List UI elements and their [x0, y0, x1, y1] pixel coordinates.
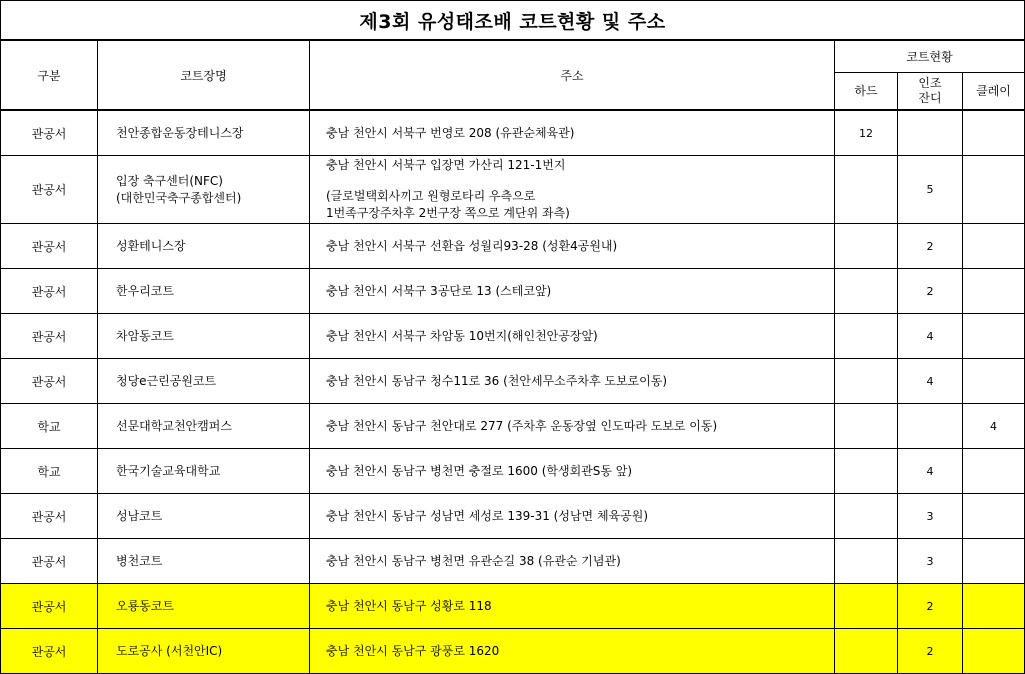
table-row [1, 269, 1025, 314]
cell-address: 충남 천안시 서북구 선환읍 성월리93-28 (성환4공원내) [310, 224, 835, 269]
table-row [1, 449, 1025, 494]
cell-court-name [98, 494, 310, 539]
cell-hard-count [835, 449, 898, 494]
cell-clay-count [963, 156, 1025, 224]
cell-grass-count [898, 110, 963, 156]
cell-clay-count [963, 494, 1025, 539]
cell-address: 충남 천안시 동남구 병천면 유관순길 38 (유관순 기념관) [310, 539, 835, 584]
court-name-line: 성환테니스장 [116, 238, 186, 253]
table-row [1, 110, 1025, 156]
cell-clay-count [963, 449, 1025, 494]
cell-address: 충남 천안시 동남구 천안대로 277 (주차후 운동장옆 인도따라 도보로 이동) [310, 404, 835, 449]
cell-hard-count [835, 269, 898, 314]
cell-hard-count [835, 224, 898, 269]
cell-grass-count: 4 [898, 359, 963, 404]
cell-hard-count [835, 314, 898, 359]
cell-type: 학교 [1, 449, 98, 494]
cell-type: 관공서 [1, 224, 98, 269]
court-name-line: 천안종합운동장테니스장 [116, 125, 244, 140]
table-row [1, 629, 1025, 674]
header-grass [898, 73, 963, 111]
cell-hard-count [835, 584, 898, 629]
cell-address: 충남 천안시 동남구 청수11로 36 (천안세무소주차후 도보로이동) [310, 359, 835, 404]
table-row [1, 494, 1025, 539]
cell-grass-count: 2 [898, 584, 963, 629]
court-name-line: 한국기술교육대학교 [116, 463, 221, 478]
cell-type: 관공서 [1, 110, 98, 156]
address-line: (글로벌택회사끼고 원형로타리 우측으로 [326, 189, 536, 203]
cell-address: 충남 천안시 동남구 성황로 118 [310, 584, 835, 629]
cell-court-name [98, 449, 310, 494]
cell-clay-count [963, 269, 1025, 314]
cell-clay-count [963, 110, 1025, 156]
cell-type: 관공서 [1, 314, 98, 359]
cell-address: 충남 천안시 동남구 병천면 충절로 1600 (학생회관S동 앞) [310, 449, 835, 494]
header-grass-text: 인조잔디 [918, 76, 942, 105]
header-address: 주소 [310, 41, 835, 111]
table-row [1, 584, 1025, 629]
cell-address: 충남 천안시 서북구 3공단로 13 (스테코앞) [310, 269, 835, 314]
court-name-line: (대한민국축구종합센터) [116, 190, 242, 205]
cell-type: 관공서 [1, 629, 98, 674]
cell-clay-count: 4 [963, 404, 1025, 449]
court-name-line: 한우리코트 [116, 283, 174, 298]
cell-grass-count: 4 [898, 449, 963, 494]
table-row [1, 156, 1025, 224]
court-name-line: 병천코트 [116, 553, 163, 568]
cell-clay-count [963, 314, 1025, 359]
cell-court-name [98, 156, 310, 224]
cell-type: 관공서 [1, 156, 98, 224]
court-name-line: 선문대학교천안캠퍼스 [116, 418, 232, 433]
cell-type: 관공서 [1, 494, 98, 539]
header-name: 코트장명 [98, 41, 310, 111]
cell-address [310, 156, 835, 224]
table-row [1, 539, 1025, 584]
court-table [0, 40, 1025, 674]
cell-court-name [98, 269, 310, 314]
cell-court-name [98, 584, 310, 629]
cell-hard-count [835, 539, 898, 584]
address-gap [326, 174, 834, 188]
table-row [1, 314, 1025, 359]
court-name-line: 입장 축구센터(NFC) [116, 173, 223, 188]
table-row [1, 359, 1025, 404]
court-name-line: 성남코트 [116, 508, 163, 523]
cell-clay-count [963, 224, 1025, 269]
cell-grass-count: 3 [898, 494, 963, 539]
cell-court-name [98, 224, 310, 269]
court-name-line: 차암동코트 [116, 328, 174, 343]
address-line: 충남 천안시 서북구 입장면 가산리 121-1번지 [326, 158, 566, 172]
cell-grass-count [898, 404, 963, 449]
cell-hard-count [835, 359, 898, 404]
cell-clay-count [963, 584, 1025, 629]
court-name-line: 청당e근린공원코트 [116, 373, 217, 388]
cell-court-name [98, 539, 310, 584]
cell-hard-count [835, 629, 898, 674]
table-row [1, 224, 1025, 269]
cell-grass-count: 2 [898, 269, 963, 314]
cell-type: 관공서 [1, 359, 98, 404]
cell-hard-count [835, 404, 898, 449]
cell-address: 충남 천안시 동남구 성남면 세성로 139-31 (성남면 체육공원) [310, 494, 835, 539]
cell-court-name [98, 359, 310, 404]
court-name-line: 오룡동코트 [116, 598, 174, 613]
cell-grass-count: 2 [898, 629, 963, 674]
cell-grass-count: 5 [898, 156, 963, 224]
cell-address: 충남 천안시 서북구 번영로 208 (유관순체육관) [310, 110, 835, 156]
header-courts: 코트현황 [835, 41, 1025, 73]
table-row [1, 404, 1025, 449]
cell-court-name [98, 314, 310, 359]
cell-type: 학교 [1, 404, 98, 449]
cell-court-name [98, 404, 310, 449]
cell-clay-count [963, 629, 1025, 674]
header-type: 구분 [1, 41, 98, 111]
cell-grass-count: 4 [898, 314, 963, 359]
cell-address: 충남 천안시 동남구 광풍로 1620 [310, 629, 835, 674]
table-body [1, 110, 1025, 674]
court-name-line: 도로공사 (서천안IC) [116, 643, 223, 658]
cell-clay-count [963, 539, 1025, 584]
cell-court-name [98, 110, 310, 156]
header-clay: 클레이 [963, 73, 1025, 111]
cell-type: 관공서 [1, 539, 98, 584]
cell-court-name [98, 629, 310, 674]
cell-type: 관공서 [1, 269, 98, 314]
address-line: 1번족구장주차후 2번구장 쪽으로 계단위 좌측) [326, 206, 570, 220]
cell-hard-count [835, 156, 898, 224]
cell-grass-count: 2 [898, 224, 963, 269]
cell-hard-count [835, 494, 898, 539]
cell-hard-count: 12 [835, 110, 898, 156]
cell-type: 관공서 [1, 584, 98, 629]
cell-clay-count [963, 359, 1025, 404]
sheet-title: 제3회 유성태조배 코트현황 및 주소 [0, 0, 1025, 41]
cell-address: 충남 천안시 서북구 차암동 10번지(해인천안공장앞) [310, 314, 835, 359]
cell-grass-count: 3 [898, 539, 963, 584]
header-hard: 하드 [835, 73, 898, 111]
